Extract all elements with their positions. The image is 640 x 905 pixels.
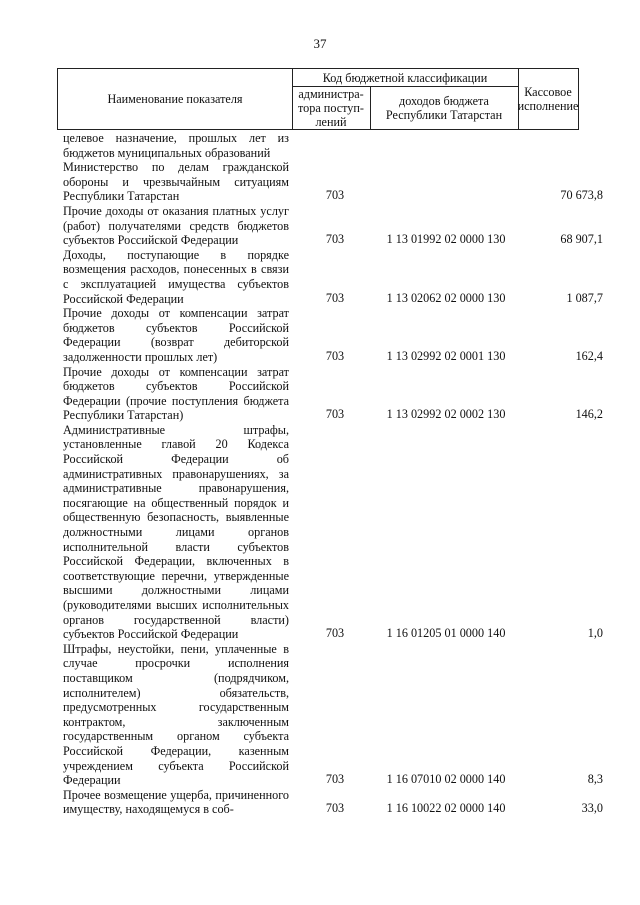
row-income-code: 1 16 10022 02 0000 140 [386,801,506,816]
table-row [63,131,603,160]
row-income-code: 1 16 01205 01 0000 140 [386,626,506,641]
table-row [63,365,603,423]
row-amount: 162,4 [575,348,603,363]
row-income-code: 1 13 02992 02 0002 130 [386,407,506,422]
table-row [63,248,603,306]
row-amount: 1 087,7 [566,290,603,305]
row-name: Административные штрафы, установленные главой 20 Кодекса Российской Федерации об административных правонарушениях, за административные правонарушения, посягающие на общественный порядок и общественную безопасность, выявленные должностными лицами органов исполнительной власти субъектов Российской Федерации, включенных в соответствующие перечни, утвержденные высшими должностными лицами (руководителями высших исполнительных органов государственной власти) субъектов Российской Федерации [63,422,289,642]
row-name: Прочее возмещение ущерба, причиненного имуществу, находящемуся в соб- [63,787,289,817]
row-name: Министерство по делам гражданской обороны и чрезвычайным ситуациям Республики Татарстан [63,160,289,204]
table-row [63,160,603,204]
table-body [63,131,603,817]
table-row [63,423,603,642]
table-row [63,306,603,364]
row-admin-code: 703 [325,188,345,203]
row-admin-code: 703 [325,772,345,787]
row-amount: 33,0 [581,801,603,816]
row-amount: 68 907,1 [560,232,603,247]
row-name: Прочие доходы от оказания платных услуг (работ) получателями средств бюджетов субъектов Российской Федерации [63,203,289,248]
header-code-group: Код бюджетной классификации [322,70,488,85]
table-row [63,204,603,248]
row-name: Штрафы, неустойки, пени, уплаченные в случае просрочки исполнения поставщиком (подрядчиком, исполнителем) обязательств, предусмотренных государственным контрактом, заключенным государственным органом субъекта Российской Федерации, казенным учреждением субъекта Российской Федерации [63,641,289,788]
page-number: 37 [313,36,327,51]
row-income-code: 1 13 01992 02 0000 130 [386,232,506,247]
row-amount: 8,3 [587,772,603,787]
table-header [57,68,579,130]
row-name: Доходы, поступающие в порядке возмещения расходов, понесенных в связи с эксплуатацией имущества субъектов Российской Федерации [63,247,289,306]
row-amount: 1,0 [587,626,603,641]
row-admin-code: 703 [325,407,345,422]
row-amount: 146,2 [575,407,603,422]
header-cash-col: Кассовое исполнение [517,85,579,113]
row-admin-code: 703 [325,232,345,247]
row-income-code: 1 13 02992 02 0001 130 [386,348,506,363]
row-admin-code: 703 [325,801,345,816]
row-name: Прочие доходы от компенсации затрат бюджетов субъектов Российской Федерации (возврат дебиторской задолженности прошлых лет) [63,306,289,364]
row-name: целевое назначение, прошлых лет из бюджетов муниципальных образований [63,131,289,160]
row-admin-code: 703 [325,348,345,363]
header-admin-col: администра-тора поступ-лений [298,86,364,129]
row-income-code: 1 16 07010 02 0000 140 [386,772,506,787]
row-name: Прочие доходы от компенсации затрат бюджетов субъектов Российской Федерации (прочие поступления бюджета Республики Татарстан) [63,364,289,423]
row-admin-code: 703 [325,626,345,641]
row-amount: 70 673,8 [560,188,603,203]
header-income-col: доходов бюджета Республики Татарстан [385,93,503,122]
table-row [63,642,603,788]
row-admin-code: 703 [325,290,345,305]
table-row [63,788,603,817]
row-income-code: 1 13 02062 02 0000 130 [386,290,506,305]
header-name-col: Наименование показателя [107,92,243,106]
